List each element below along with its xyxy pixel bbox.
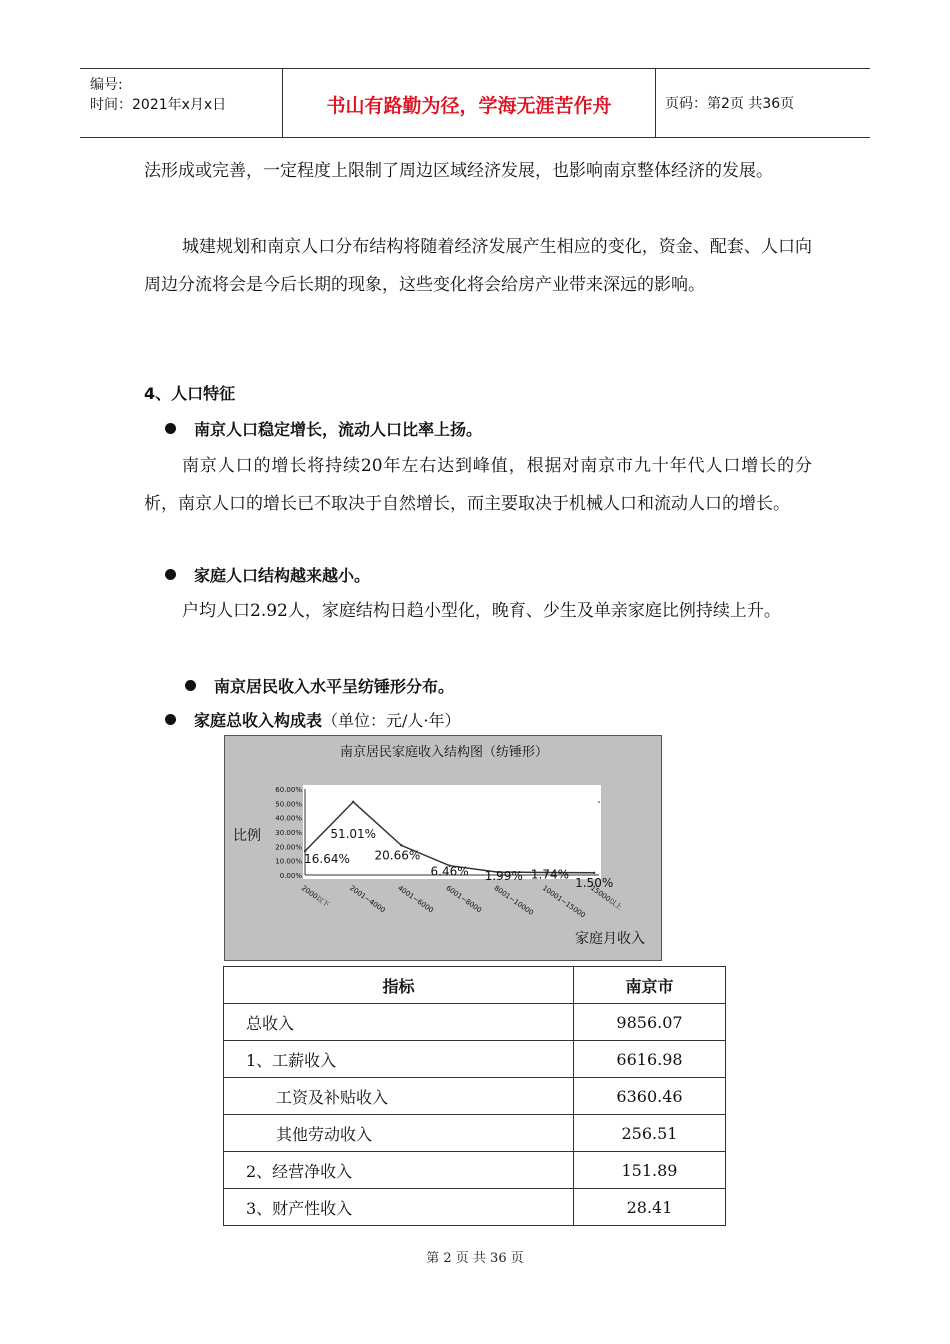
x-tick-label: 2000以下 — [299, 884, 331, 909]
paragraph-urban-planning: 城建规划和南京人口分布结构将随着经济发展产生相应的变化，资金、配套、人口向周边分流将会是今后长期的现象，这些变化将会给房产业带来深远的影响。 — [144, 237, 812, 295]
page-header — [80, 68, 870, 138]
y-tick-label: 50.00% — [275, 800, 302, 809]
income-structure-chart — [224, 735, 662, 961]
table-header-row — [224, 967, 726, 1004]
bullet-text: 南京人口稳定增长，流动人口比率上扬。 — [194, 420, 483, 439]
bullet-icon — [165, 569, 176, 580]
table-cell-value: 256.51 — [574, 1115, 726, 1152]
bullet-text: 南京居民收入水平呈纺锤形分布。 — [214, 677, 455, 696]
bullet-income-table — [165, 708, 461, 731]
paragraph-population: 南京人口的增长将持续20年左右达到峰值，根据对南京市九十年代人口增长的分析，南京人口的增长已不取决于自然增长，而主要取决于机械人口和流动人口的增长。 — [144, 456, 812, 514]
bullet-text: 家庭人口结构越来越小。 — [194, 566, 371, 585]
table-row — [224, 1189, 726, 1226]
paragraph-continuation: 法形成或完善，一定程度上限制了周边区域经济发展，也影响南京整体经济的发展。 — [144, 161, 773, 181]
chart-title: 南京居民家庭收入结构图（纺锤形） — [339, 745, 549, 760]
header-slogan: 书山有路勤为径，学海无涯苦作舟 — [326, 95, 612, 117]
table-row — [224, 1041, 726, 1078]
data-label: 1.99% — [484, 869, 523, 884]
y-axis-label: 比例 — [233, 828, 261, 844]
table-cell-value: 6616.98 — [574, 1041, 726, 1078]
table-cell-value: 9856.07 — [574, 1004, 726, 1041]
data-label: 6.46% — [430, 864, 469, 879]
table-cell-label: 1、工薪收入 — [224, 1041, 574, 1078]
data-label: 16.64% — [304, 852, 350, 867]
table-row — [224, 1004, 726, 1041]
page-footer: 第 2 页 共 36 页 — [426, 1251, 524, 1266]
chart-svg — [225, 736, 663, 962]
data-point — [352, 801, 354, 803]
x-axis-label: 家庭月收入 — [575, 931, 645, 947]
table-cell-value: 6360.46 — [574, 1078, 726, 1115]
table-header-cell: 南京市 — [574, 967, 726, 1004]
data-point — [400, 844, 402, 846]
y-tick-label: 60.00% — [275, 786, 302, 794]
table-cell-label: 2、经营净收入 — [224, 1152, 574, 1189]
data-label: 51.01% — [330, 826, 377, 841]
y-tick-label: 40.00% — [275, 814, 302, 823]
bullet-icon — [165, 714, 176, 725]
bullet-population-growth — [165, 417, 482, 440]
y-tick-label: 0.00% — [279, 872, 302, 880]
bullet-household-size — [165, 563, 370, 586]
bullet-icon — [185, 680, 196, 691]
y-tick-label: 20.00% — [275, 843, 302, 852]
table-cell-label: 工资及补贴收入 — [224, 1078, 574, 1115]
table-cell-label: 其他劳动收入 — [224, 1115, 574, 1152]
header-page-info: 页码：第2页 共36页 — [665, 96, 795, 112]
document-date: 时间：2021年x月x日 — [90, 97, 227, 113]
bullet-icon — [165, 423, 176, 434]
table-cell-label: 总收入 — [224, 1004, 574, 1041]
bullet-unit-text: （单位：元/人·年） — [322, 711, 461, 730]
header-divider — [655, 69, 656, 137]
x-tick-label: 10001~15000 — [540, 884, 587, 920]
x-tick-label: 8001~10000 — [492, 884, 535, 917]
bullet-text: 家庭总收入构成表 — [194, 711, 323, 730]
table-cell-value: 151.89 — [574, 1152, 726, 1189]
table-cell-label: 3、财产性收入 — [224, 1189, 574, 1226]
section-heading: 4、人口特征 — [144, 384, 236, 403]
table-row — [224, 1078, 726, 1115]
income-table — [223, 966, 726, 1226]
x-tick-label: 6001~8000 — [444, 884, 484, 915]
paragraph-household: 户均人口2.92人，家庭结构日趋小型化，晚育、少生及单亲家庭比例持续上升。 — [182, 601, 781, 621]
header-meta — [90, 75, 226, 115]
document-number-label: 编号: — [90, 77, 123, 93]
data-label: 1.74% — [530, 867, 570, 882]
y-tick-label: 10.00% — [275, 857, 302, 866]
y-tick-label: 30.00% — [275, 829, 302, 837]
x-tick-label: 15000以上 — [589, 884, 624, 912]
table-row — [224, 1152, 726, 1189]
data-label: 20.66% — [374, 848, 421, 863]
table-cell-value: 28.41 — [574, 1189, 726, 1226]
data-label: 1.50% — [575, 875, 614, 890]
data-point — [593, 872, 595, 874]
table-header-cell: 指标 — [224, 967, 574, 1004]
x-tick-label: 4001~6000 — [396, 884, 435, 915]
x-tick-label: 2001~4000 — [348, 884, 387, 915]
table-row — [224, 1115, 726, 1152]
bullet-income-distribution — [185, 674, 454, 697]
